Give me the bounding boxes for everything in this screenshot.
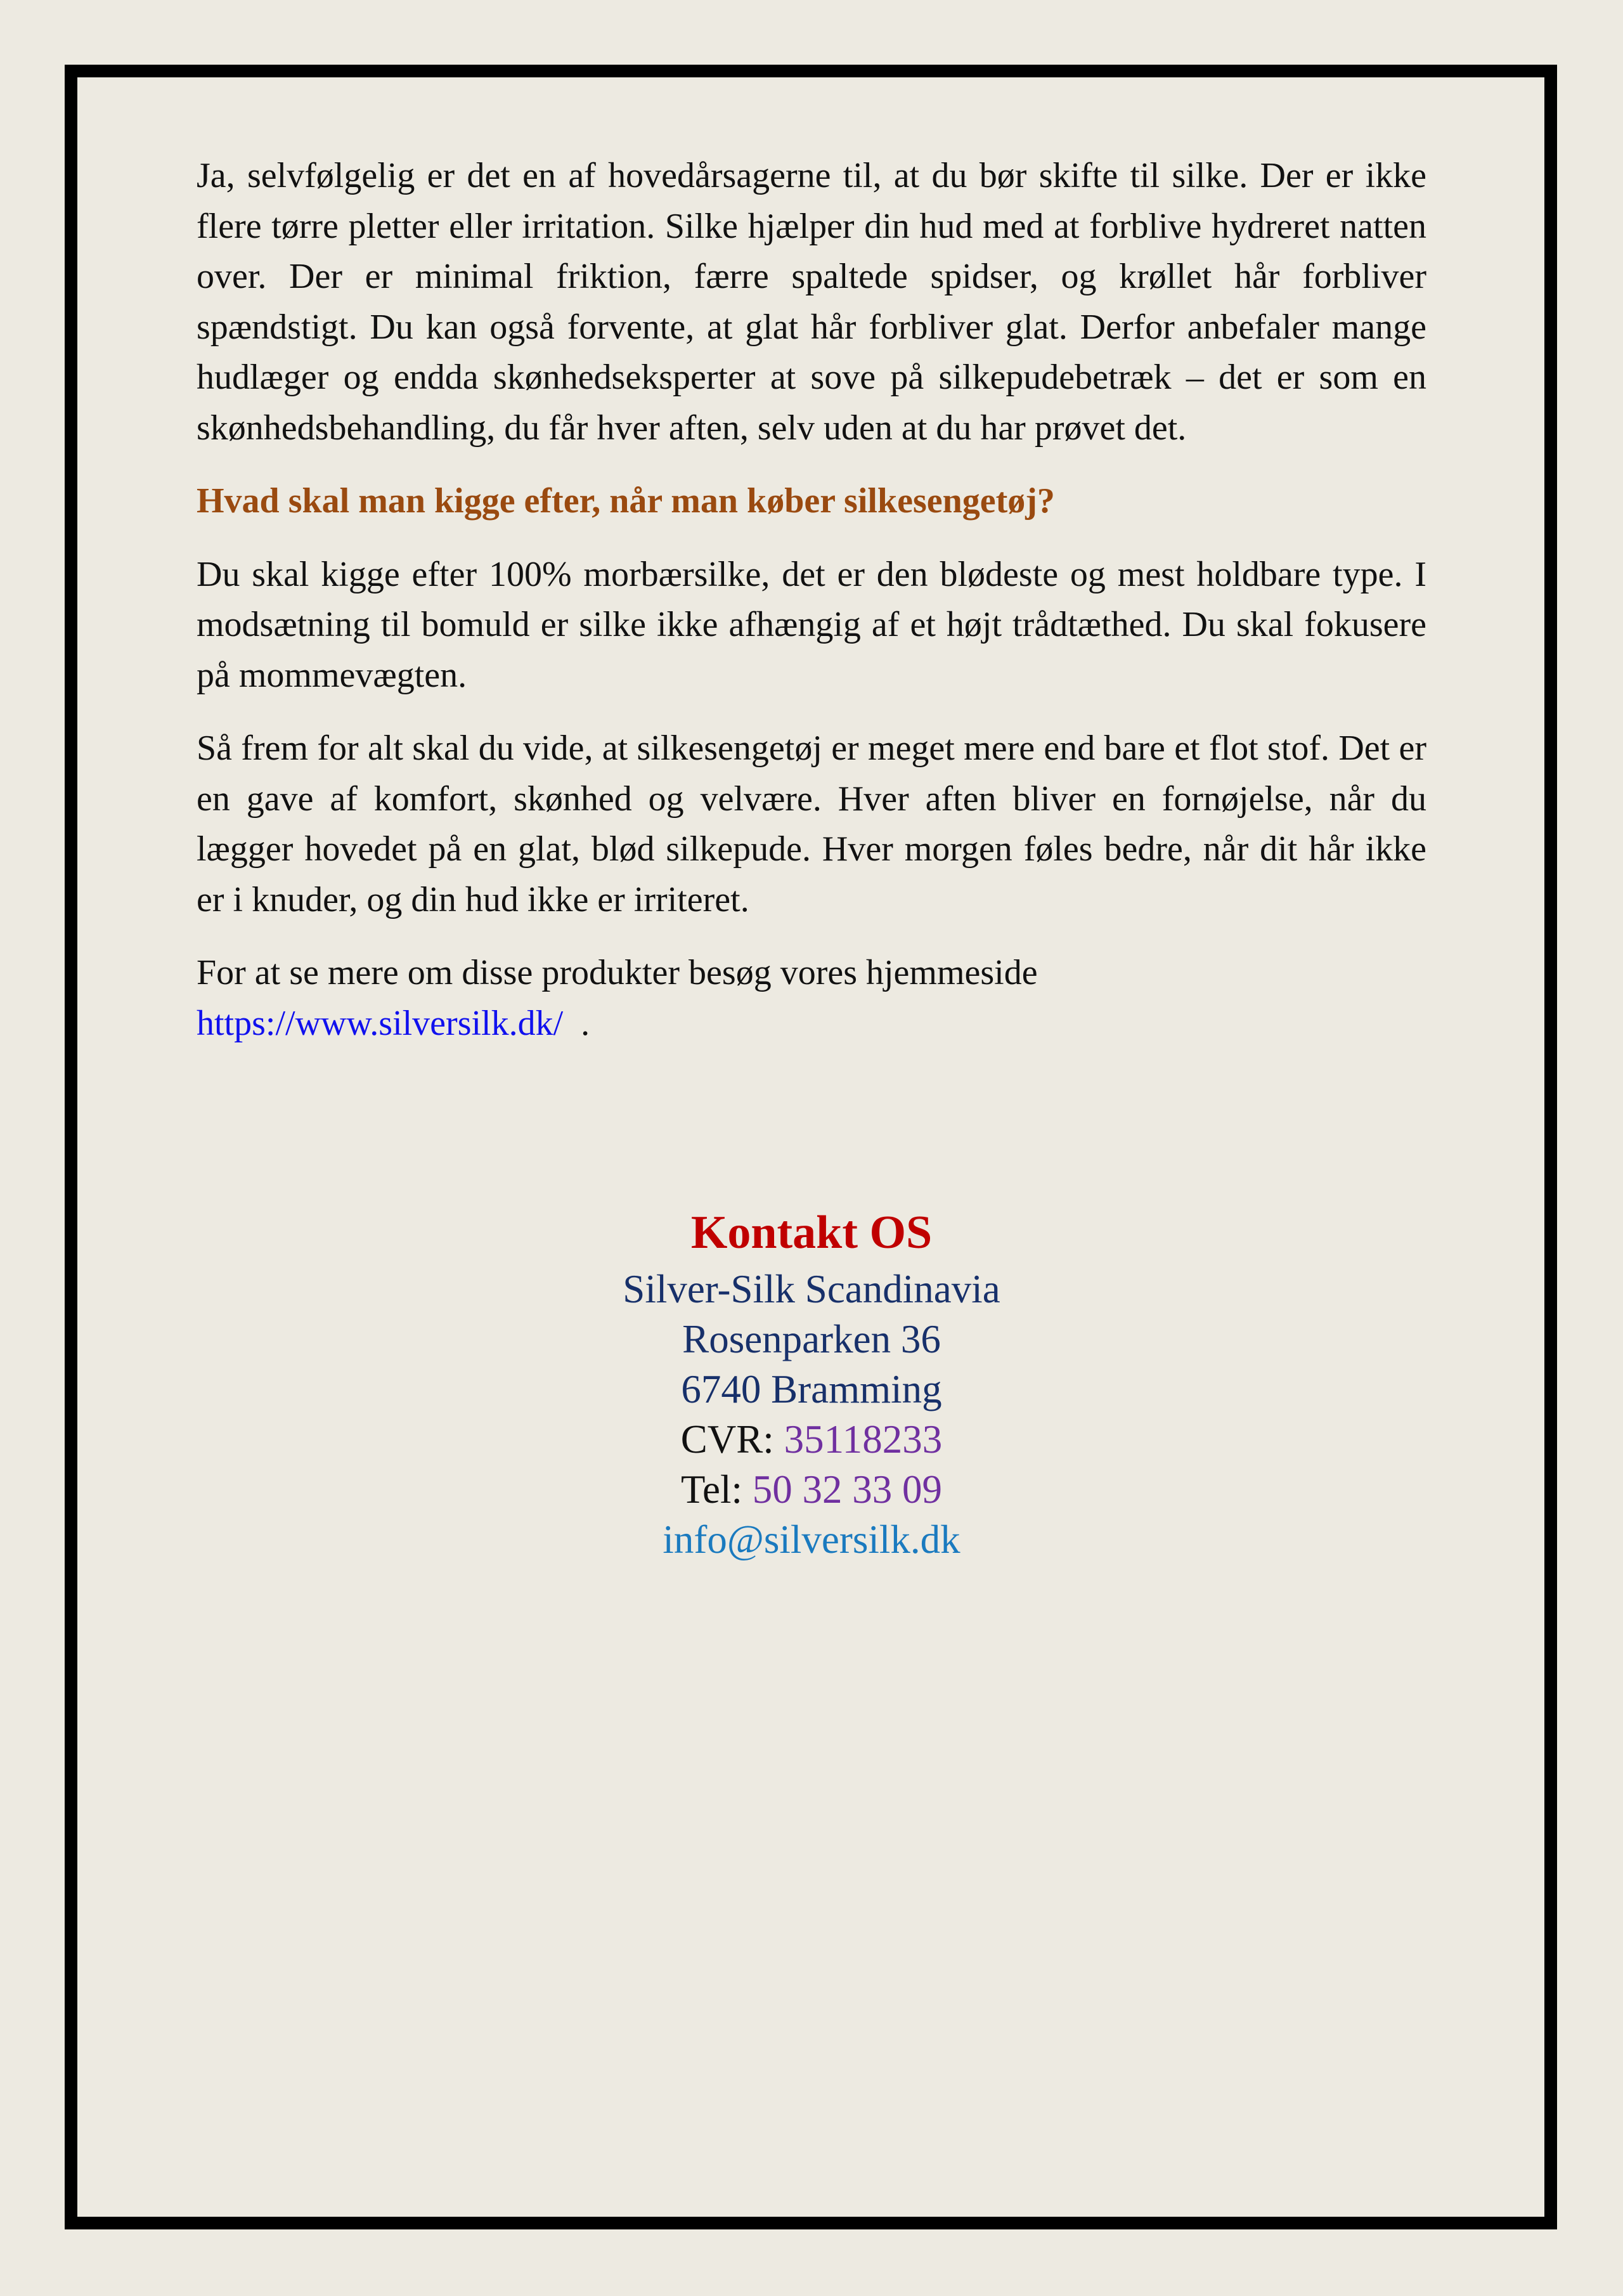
contact-block <box>197 1201 1426 1565</box>
cvr-line <box>197 1415 1426 1465</box>
city-address: 6740 Bramming <box>681 1367 942 1411</box>
paragraph-mulberry-silk: Du skal kigge efter 100% morbærsilke, det er den blødeste og mest holdbare type. I modsætning til bomuld er silke ikke afhængig af et højt trådtæthed. Du skal fokusere på mommevægten. <box>197 554 1426 695</box>
company-name: Silver-Silk Scandinavia <box>623 1267 1000 1311</box>
link-suffix: . <box>563 1003 590 1043</box>
paragraph-silk-benefits: Ja, selvfølgelig er det en af hovedårsagerne til, at du bør skifte til silke. Der er ikke flere tørre pletter eller irritation. Silke hjælper din hud med at forblive hydreret natten over. Der er minimal friktion, færre spaltede spidser, og krøllet hår forbliver spændstigt. Du kan også forvente, at glat hår forbliver glat. Derfor anbefaler mange hudlæger og endda skønhedseksperter at sove på silkepudebetræk – det er som en skønhedsbehandling, du får hver aften, selv uden at du har prøvet det. <box>197 156 1426 448</box>
contact-title: Kontakt OS <box>690 1207 933 1259</box>
website-link-line <box>197 999 1426 1049</box>
tel-number[interactable]: 50 32 33 09 <box>752 1467 943 1512</box>
tel-label: Tel: <box>680 1467 753 1512</box>
website-link[interactable]: https://www.silversilk.dk/ <box>197 1003 564 1043</box>
article-body <box>197 151 1426 1049</box>
cvr-label: CVR: <box>680 1417 784 1462</box>
tel-line <box>197 1465 1426 1515</box>
email-link[interactable]: info@silversilk.dk <box>663 1517 960 1562</box>
website-intro: For at se mere om disse produkter besøg vores hjemmeside <box>197 953 1038 992</box>
street-address: Rosenparken 36 <box>682 1317 941 1361</box>
cvr-number: 35118233 <box>784 1417 943 1462</box>
paragraph-comfort: Så frem for alt skal du vide, at silkesengetøj er meget mere end bare et flot stof. Det er en gave af komfort, skønhed og velvære. Hver aften bliver en fornøjelse, når du lægger hovedet på en glat, blød silkepude. Hver morgen føles bedre, når dit hår ikke er i knuder, og din hud ikke er irriteret. <box>197 729 1426 919</box>
section-heading: Hvad skal man kigge efter, når man køber silkesengetøj? <box>197 481 1055 521</box>
